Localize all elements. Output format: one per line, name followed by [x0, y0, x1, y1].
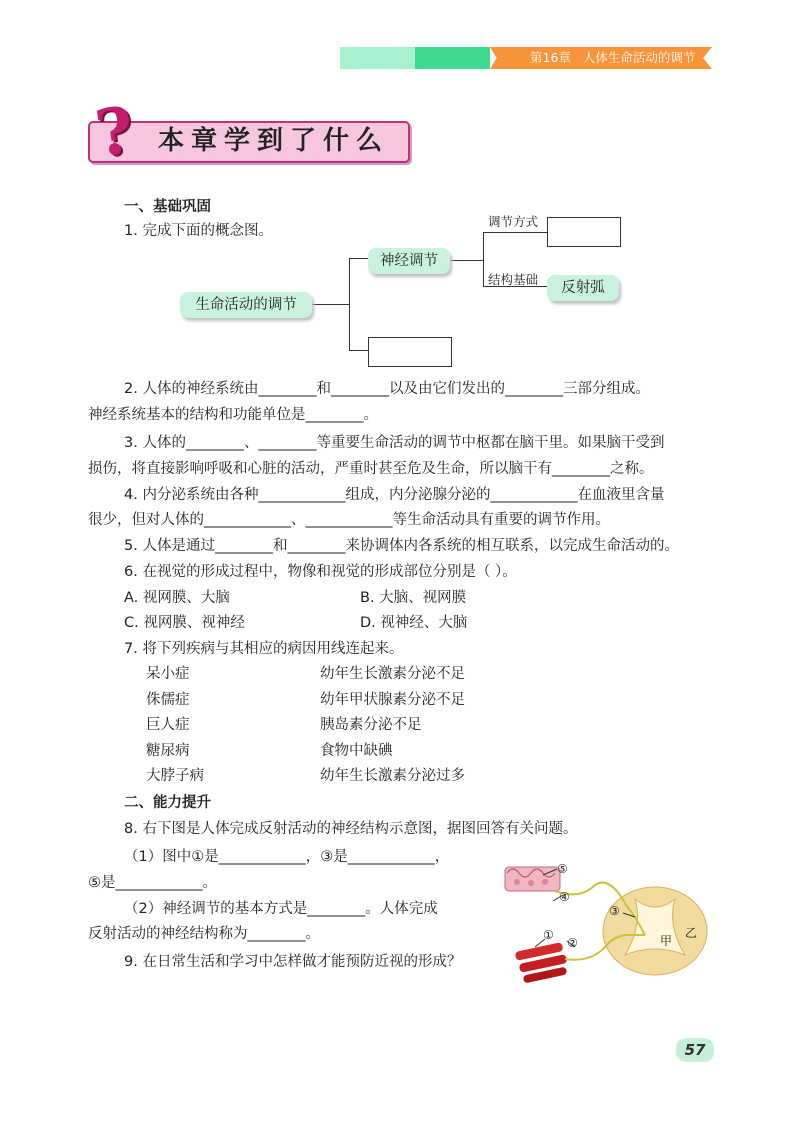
q8-stem: 8. 右下图是人体完成反射活动的神经结构示意图，据图回答有关问题。 [124, 821, 578, 837]
q4-line2: 很少，但对人体的____________、____________等生命活动具有重要的调节作用。 [88, 512, 610, 528]
map-blank-method[interactable] [547, 217, 621, 247]
page-number: 57 [676, 1038, 714, 1062]
q9-text: 9. 在日常生活和学习中怎样做才能预防近视的形成？ [124, 954, 462, 970]
q7-stem: 7. 将下列疾病与其相应的病因用线连起来。 [124, 641, 404, 657]
q6-option-d: D. 视神经、大脑 [360, 615, 468, 631]
section-heading-basic: 一、基础巩固 [124, 199, 211, 215]
q7-disease: 呆小症 [146, 666, 190, 682]
chapter-number: 第16章 [530, 50, 571, 65]
q7-disease: 巨人症 [146, 717, 190, 733]
question-mark-icon: ? [90, 92, 139, 173]
q7-disease: 糖尿病 [146, 743, 190, 759]
reflex-arc-figure [495, 855, 720, 985]
skin-receptor [505, 867, 560, 891]
q3-line2: 损伤，将直接影响呼吸和心脏的活动，严重时甚至危及生命，所以脑干有________之称。 [88, 461, 654, 477]
map-line [349, 350, 369, 351]
map-reflex-node: 反射弧 [547, 275, 619, 301]
header-band-green [415, 47, 490, 69]
q7-disease: 侏儒症 [146, 692, 190, 708]
q8-part1-line1: （1）图中①是____________，③是____________， [124, 849, 450, 865]
q8-part1-line2: ⑤是____________。 [88, 875, 217, 891]
q6-option-b: B. 大脑、视网膜 [360, 590, 467, 606]
q5-text: 5. 人体是通过________和________来协调体内各系统的相互联系，以完成生命活动的。 [124, 538, 679, 554]
q7-cause: 幼年生长激素分泌过多 [320, 768, 465, 784]
header-band-light [340, 47, 415, 69]
q2-line1: 2. 人体的神经系统由________和________以及由它们发出的________三部分组成。 [124, 381, 650, 397]
q3-line1: 3. 人体的________、________等重要生命活动的调节中枢都在脑干里。如果脑干受到 [124, 435, 665, 451]
section-title: 本章学到了什么 [158, 126, 390, 156]
map-line [349, 258, 350, 350]
q8-part2-line1: （2）神经调节的基本方式是________。人体完成 [124, 901, 438, 917]
map-blank-other[interactable] [368, 337, 452, 367]
label-1: ① [543, 928, 554, 942]
q7-cause: 胰岛素分泌不足 [320, 717, 422, 733]
q1-text: 1. 完成下面的概念图。 [124, 223, 273, 239]
label-2: ② [567, 936, 578, 950]
map-method-label: 调节方式 [488, 214, 539, 229]
label-3: ③ [609, 904, 620, 918]
label-yi: 乙 [685, 926, 698, 940]
q8-part2-line2: 反射活动的神经结构称为________。 [88, 926, 320, 942]
map-root-node: 生命活动的调节 [180, 292, 312, 318]
map-basis-label: 结构基础 [488, 272, 539, 287]
q6-option-a: A. 视网膜、大脑 [124, 590, 230, 606]
map-line [483, 232, 547, 233]
q4-line1: 4. 内分泌系统由各种____________组成，内分泌腺分泌的____________在血液里含量 [124, 487, 665, 503]
q6-stem: 6. 在视觉的形成过程中，物像和视觉的形成部位分别是（ ）。 [124, 564, 517, 580]
map-line [483, 232, 484, 286]
map-line [450, 260, 484, 261]
chapter-header [530, 48, 695, 68]
q7-cause: 幼年生长激素分泌不足 [320, 666, 465, 682]
map-line [312, 304, 350, 305]
section-heading-advanced: 二、能力提升 [124, 795, 211, 811]
q7-cause: 食物中缺碘 [320, 743, 393, 759]
q7-cause: 幼年甲状腺素分泌不足 [320, 692, 465, 708]
map-nerve-node: 神经调节 [368, 248, 450, 274]
label-5: ⑤ [557, 862, 568, 876]
q7-disease: 大脖子病 [146, 768, 204, 784]
q2-line2: 神经系统基本的结构和功能单位是________。 [88, 407, 378, 423]
muscle-effector [515, 942, 568, 983]
chapter-title: 人体生命活动的调节 [582, 50, 696, 65]
label-jia: 甲 [660, 934, 673, 948]
label-4: ④ [559, 890, 570, 904]
q6-option-c: C. 视网膜、视神经 [124, 615, 245, 631]
